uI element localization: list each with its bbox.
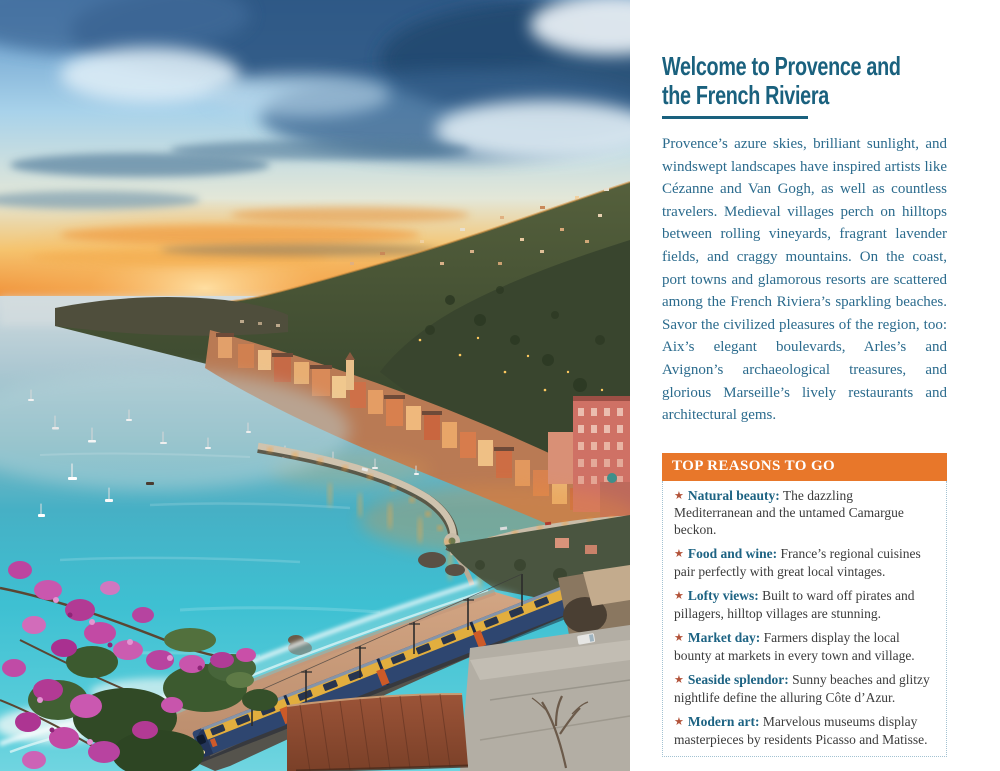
star-icon: ★ <box>674 547 684 561</box>
reason-label: Seaside splendor: <box>687 672 789 688</box>
top-reasons-box <box>662 453 947 758</box>
reason-item-seaside-splendor <box>674 672 935 706</box>
title-underline <box>662 116 808 119</box>
reason-item-modern-art <box>674 714 935 748</box>
reason-item-natural-beauty <box>674 488 935 539</box>
reason-text: Sunny beaches and glitzy nightlife define the alluring Côte d’Azur. <box>674 672 930 705</box>
reason-label: Food and wine: <box>687 546 778 562</box>
church-tower <box>346 360 354 390</box>
top-reasons-list <box>662 481 947 758</box>
top-reasons-header: TOP REASONS TO GO <box>662 453 947 481</box>
text-column <box>662 0 947 757</box>
star-icon: ★ <box>674 589 684 603</box>
concrete-yard <box>460 625 630 771</box>
reason-item-lofty-views <box>674 588 935 622</box>
intro-paragraph: Provence’s azure skies, brilliant sunlight, and windswept landscapes have inspired artists like Cézanne and Van Gogh, as well as countless travelers. Medieval villages perch on hilltops between rolling vineyards, fragrant lavender fields, and craggy mountains. On the coast, port towns and glamorous resorts are scattered among the French Riviera’s sparkling beaches. Savor the civilized pleasures of the region, too: Aix’s elegant boulevards, Arles’s and Avignon’s archaeological treasures, and glorious Marseille’s lively restaurants and architectural gems. <box>662 136 947 424</box>
rusty-shed <box>287 694 468 771</box>
reason-text: Farmers display the local bounty at markets in every town and village. <box>674 630 915 663</box>
page-title-line2: the French Riviera <box>662 80 829 110</box>
star-icon: ★ <box>674 715 684 729</box>
star-icon: ★ <box>674 631 684 645</box>
star-icon: ★ <box>674 488 684 502</box>
reason-text: France’s regional cuisines pair perfectly with great local vintages. <box>674 546 921 579</box>
star-icon: ★ <box>674 673 684 687</box>
reason-item-food-and-wine <box>674 546 935 580</box>
reason-item-market-day <box>674 630 935 664</box>
page-title-line1: Welcome to Provence and <box>662 51 901 81</box>
reason-label: Modern art: <box>687 714 760 730</box>
reason-text: The dazzling Mediterranean and the untamed Camargue beckon. <box>674 487 904 537</box>
reason-label: Market day: <box>687 630 761 646</box>
reason-text: Built to ward off pirates and pillagers, hilltop villages are stunning. <box>674 588 915 621</box>
reason-text: Marvelous museums display masterpieces by residents Picasso and Matisse. <box>674 714 928 747</box>
reason-label: Lofty views: <box>687 588 759 604</box>
page-title <box>662 51 901 110</box>
reason-label: Natural beauty: <box>687 487 780 503</box>
